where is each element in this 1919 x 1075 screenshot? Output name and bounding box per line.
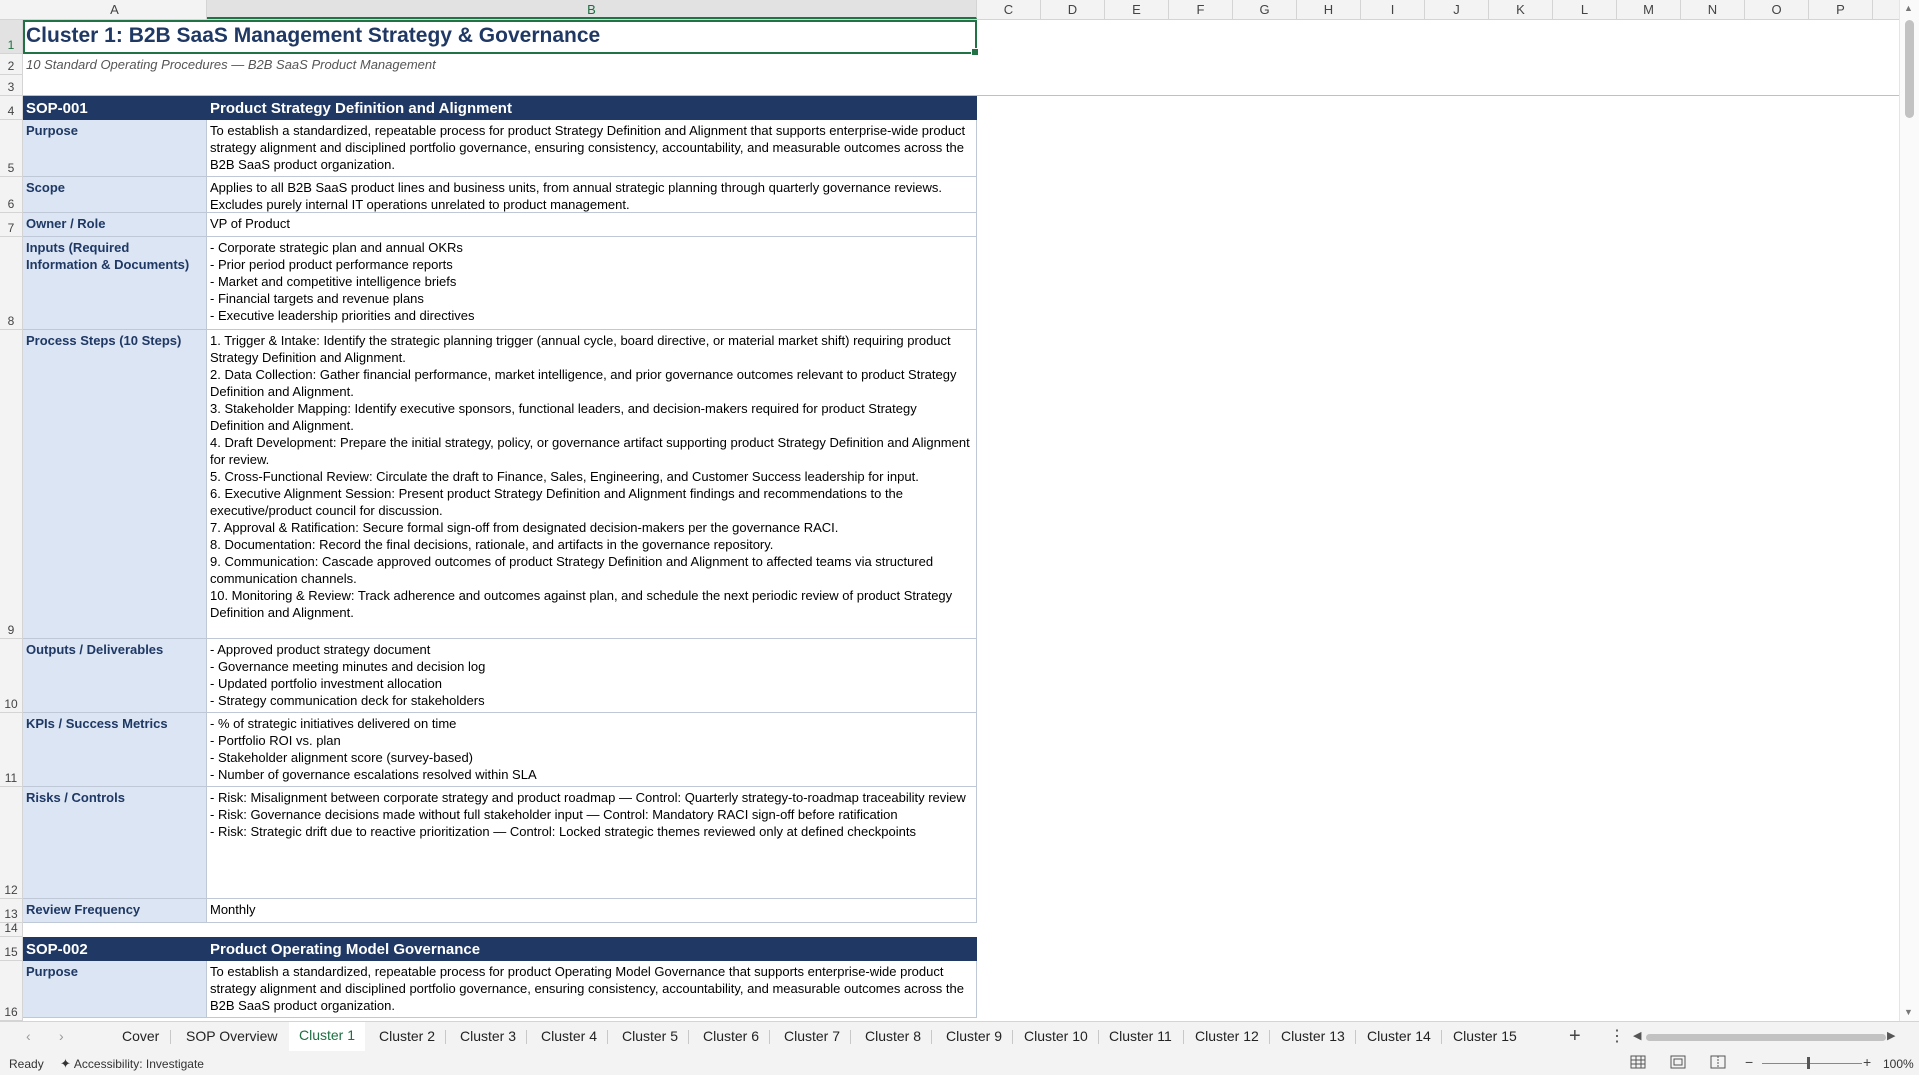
sheet-tab-cluster-10[interactable]: Cluster 10 — [1024, 1028, 1088, 1044]
accessibility-status[interactable] — [60, 1056, 204, 1072]
status-bar — [0, 1051, 1919, 1075]
row-header[interactable]: 13 — [0, 899, 22, 923]
row-header[interactable]: 6 — [0, 177, 22, 213]
sheet-title[interactable]: Cluster 1: B2B SaaS Management Strategy & Governance — [26, 24, 601, 47]
row-header[interactable]: 10 — [0, 639, 22, 713]
vertical-scrollbar[interactable] — [1899, 0, 1919, 1021]
sheet-tab-sop-overview[interactable]: SOP Overview — [186, 1028, 278, 1044]
horizontal-scroll-thumb[interactable] — [1646, 1034, 1886, 1041]
sheet-tab-cluster-7[interactable]: Cluster 7 — [784, 1028, 841, 1044]
sheet-tab-cluster-11[interactable]: Cluster 11 — [1109, 1028, 1172, 1044]
column-header-c[interactable]: C — [977, 0, 1041, 19]
column-header-k[interactable]: K — [1489, 0, 1553, 19]
sheet-tab-bar — [0, 1021, 1919, 1051]
page-layout-view-icon[interactable] — [1670, 1055, 1686, 1069]
outputs-value[interactable]: - Approved product strategy document - Governance meeting minutes and decision log - Updated portfolio investment allocation - Strategy communication deck for stakeholders — [207, 639, 977, 713]
sheet-tab-cluster-3[interactable]: Cluster 3 — [460, 1028, 517, 1044]
column-header-d[interactable]: D — [1041, 0, 1105, 19]
purpose-value[interactable]: To establish a standardized, repeatable process for product Operating Model Governance that supports enterprise-wide product strategy alignment and disciplined portfolio governance, ensuring consistency, accountability, and measurable outcomes across the B2B SaaS product organization. — [207, 961, 977, 1018]
column-header-b[interactable]: B — [207, 0, 977, 19]
tab-divider — [688, 1030, 689, 1044]
tab-divider — [769, 1030, 770, 1044]
row-header[interactable]: 4 — [0, 96, 22, 120]
row-header[interactable]: 14 — [0, 923, 22, 937]
purpose-label[interactable]: Purpose — [23, 961, 207, 1018]
scroll-left-icon[interactable]: ◀ — [1633, 1030, 1642, 1042]
scroll-down-icon[interactable]: ▼ — [1904, 1007, 1913, 1017]
page-break-preview-icon[interactable] — [1710, 1055, 1726, 1069]
column-header-i[interactable]: I — [1361, 0, 1425, 19]
zoom-out-icon[interactable]: − — [1745, 1054, 1754, 1070]
sheet-tab-cluster-4[interactable]: Cluster 4 — [541, 1028, 598, 1044]
row-header[interactable]: 16 — [0, 961, 22, 1021]
risks-label[interactable]: Risks / Controls — [23, 787, 207, 899]
owner-label[interactable]: Owner / Role — [23, 213, 207, 237]
tab-divider — [526, 1030, 527, 1044]
row-header[interactable]: 9 — [0, 330, 22, 639]
accessibility-label: Accessibility: Investigate — [73, 1057, 204, 1071]
column-header-j[interactable]: J — [1425, 0, 1489, 19]
row-header[interactable]: 2 — [0, 54, 22, 75]
sop-id-header[interactable]: SOP-002 — [23, 937, 207, 961]
column-header-o[interactable]: O — [1745, 0, 1809, 19]
sheet-subtitle[interactable]: 10 Standard Operating Procedures — B2B SaaS Product Management — [26, 57, 436, 72]
column-header-m[interactable]: M — [1617, 0, 1681, 19]
worksheet-grid[interactable] — [23, 20, 1900, 1021]
accessibility-icon: ✦ — [60, 1056, 71, 1071]
sheet-tab-cluster-15[interactable]: Cluster 15 — [1453, 1028, 1517, 1044]
sheet-tab-cover[interactable]: Cover — [122, 1028, 160, 1044]
sheet-tab-cluster-5[interactable]: Cluster 5 — [622, 1028, 679, 1044]
more-options-icon[interactable]: ⋮ — [1609, 1028, 1625, 1045]
column-header-l[interactable]: L — [1553, 0, 1617, 19]
status-ready-text: Ready — [9, 1057, 44, 1071]
zoom-in-icon[interactable]: + — [1863, 1054, 1872, 1070]
sheet-tab-cluster-12[interactable]: Cluster 12 — [1195, 1028, 1259, 1044]
sop-id-header[interactable]: SOP-001 — [23, 96, 207, 120]
scope-value[interactable]: Applies to all B2B SaaS product lines and business units, from annual strategic planning through quarterly governance reviews. Excludes purely internal IT operations unrelated to product management. — [207, 177, 977, 213]
scroll-up-icon[interactable]: ▲ — [1904, 3, 1913, 13]
sop-name-header[interactable]: Product Operating Model Governance — [207, 937, 977, 961]
next-sheet-icon[interactable]: › — [59, 1028, 64, 1044]
tab-divider — [1441, 1030, 1442, 1044]
sheet-tab-cluster-6[interactable]: Cluster 6 — [703, 1028, 760, 1044]
column-header-bar — [0, 0, 1900, 20]
process-steps-value[interactable]: 1. Trigger & Intake: Identify the strategic planning trigger (annual cycle, board directive, or material market shift) requiring product Strategy Definition and Alignment. 2. Data Collection: Gather financial performance, market intelligence, and prior governance outcomes relevant to product Strategy Definition and Alignment. 3. Stakeholder Mapping: Identify executive sponsors, functional leaders, and decision-makers required for product Strategy Definition and Alignment. 4. Draft Development: Prepare the initial strategy, policy, or governance artifact supporting product Strategy Definition and Alignment for review. 5. Cross-Functional Review: Circulate the draft to Finance, Sales, Engineering, and Customer Success leadership for input. 6. Executive Alignment Session: Present product Strategy Definition and Alignment findings and recommendations to the executive/product council for discussion. 7. Approval & Ratification: Secure formal sign-off from designated decision-makers per the governance RACI. 8. Documentation: Record the final decisions, rationale, and artifacts in the governance repository. 9. Communication: Cascade approved outcomes of product Strategy Definition and Alignment to affected teams via structured communication channels. 10. Monitoring & Review: Track adherence and outcomes against plan, and schedule the next periodic review of product Strategy Definition and Alignment. — [207, 330, 977, 639]
row-header[interactable]: 12 — [0, 787, 22, 899]
owner-value[interactable]: VP of Product — [207, 213, 977, 237]
tab-divider — [850, 1030, 851, 1044]
column-header-p[interactable]: P — [1809, 0, 1873, 19]
active-cell-selection — [23, 20, 977, 54]
sheet-tab-cluster-14[interactable]: Cluster 14 — [1367, 1028, 1431, 1044]
scroll-right-icon[interactable]: ▶ — [1887, 1030, 1896, 1042]
tab-divider — [931, 1030, 932, 1044]
kpis-value[interactable]: - % of strategic initiatives delivered on time - Portfolio ROI vs. plan - Stakeholder alignment score (survey-based) - Number of governance escalations resolved within SLA — [207, 713, 977, 787]
row-header[interactable]: 11 — [0, 713, 22, 787]
sheet-tab-cluster-8[interactable]: Cluster 8 — [865, 1028, 922, 1044]
process-steps-label[interactable]: Process Steps (10 Steps) — [23, 330, 207, 639]
review-frequency-label[interactable]: Review Frequency — [23, 899, 207, 923]
risks-value[interactable]: - Risk: Misalignment between corporate strategy and product roadmap — Control: Quarterly strategy-to-roadmap traceability review - Risk: Governance decisions made without full stakeholder input — Control: Mandatory RACI sign-off before ratification - Risk: Strategic drift due to reactive prioritization — Control: Locked strategic themes reviewed only at defined checkpoints — [207, 787, 977, 899]
outputs-label[interactable]: Outputs / Deliverables — [23, 639, 207, 713]
sheet-tab-cluster-2[interactable]: Cluster 2 — [379, 1028, 436, 1044]
row-header[interactable]: 3 — [0, 75, 22, 96]
row-header[interactable]: 8 — [0, 237, 22, 330]
sheet-tab-cluster-1[interactable]: Cluster 1 — [289, 1022, 365, 1053]
zoom-level[interactable]: 100% — [1883, 1057, 1914, 1071]
tab-divider — [1355, 1030, 1356, 1044]
sop-name-header[interactable]: Product Strategy Definition and Alignment — [207, 96, 977, 120]
scope-label[interactable]: Scope — [23, 177, 207, 213]
inputs-label[interactable]: Inputs (Required Information & Documents) — [23, 237, 207, 330]
inputs-value[interactable]: - Corporate strategic plan and annual OKRs - Prior period product performance reports - Market and competitive intelligence briefs - Financial targets and revenue plans - Executive leadership priorities and directives — [207, 237, 977, 330]
previous-sheet-icon[interactable]: ‹ — [26, 1028, 31, 1044]
column-header-h[interactable]: H — [1297, 0, 1361, 19]
add-sheet-icon[interactable]: + — [1569, 1025, 1581, 1047]
tab-divider — [1269, 1030, 1270, 1044]
column-header-e[interactable]: E — [1105, 0, 1169, 19]
normal-view-icon[interactable] — [1630, 1055, 1646, 1069]
tab-divider — [445, 1030, 446, 1044]
row-header[interactable]: 7 — [0, 213, 22, 237]
zoom-slider-thumb[interactable] — [1807, 1057, 1810, 1069]
zoom-slider[interactable] — [1762, 1063, 1862, 1064]
tab-divider — [1012, 1030, 1013, 1044]
column-header-n[interactable]: N — [1681, 0, 1745, 19]
sheet-tab-cluster-13[interactable]: Cluster 13 — [1281, 1028, 1345, 1044]
column-header-g[interactable]: G — [1233, 0, 1297, 19]
tab-divider — [607, 1030, 608, 1044]
sheet-tab-cluster-9[interactable]: Cluster 9 — [946, 1028, 1003, 1044]
purpose-label[interactable]: Purpose — [23, 120, 207, 177]
row-header[interactable]: 15 — [0, 937, 22, 961]
purpose-value[interactable]: To establish a standardized, repeatable process for product Strategy Definition and Alignment that supports enterprise-wide product strategy alignment and disciplined portfolio governance, ensuring consistency, accountability, and measurable outcomes across the B2B SaaS product organization. — [207, 120, 977, 177]
review-frequency-value[interactable]: Monthly — [207, 899, 977, 923]
row-header[interactable]: 1 — [0, 20, 22, 54]
row-header-bar — [0, 20, 23, 1021]
column-header-a[interactable]: A — [23, 0, 207, 19]
row-header[interactable]: 5 — [0, 120, 22, 177]
column-header-f[interactable]: F — [1169, 0, 1233, 19]
horizontal-scrollbar[interactable] — [1633, 1028, 1898, 1046]
kpis-label[interactable]: KPIs / Success Metrics — [23, 713, 207, 787]
tab-divider — [1183, 1030, 1184, 1044]
vertical-scroll-thumb[interactable] — [1905, 20, 1914, 118]
tab-divider — [170, 1030, 171, 1044]
